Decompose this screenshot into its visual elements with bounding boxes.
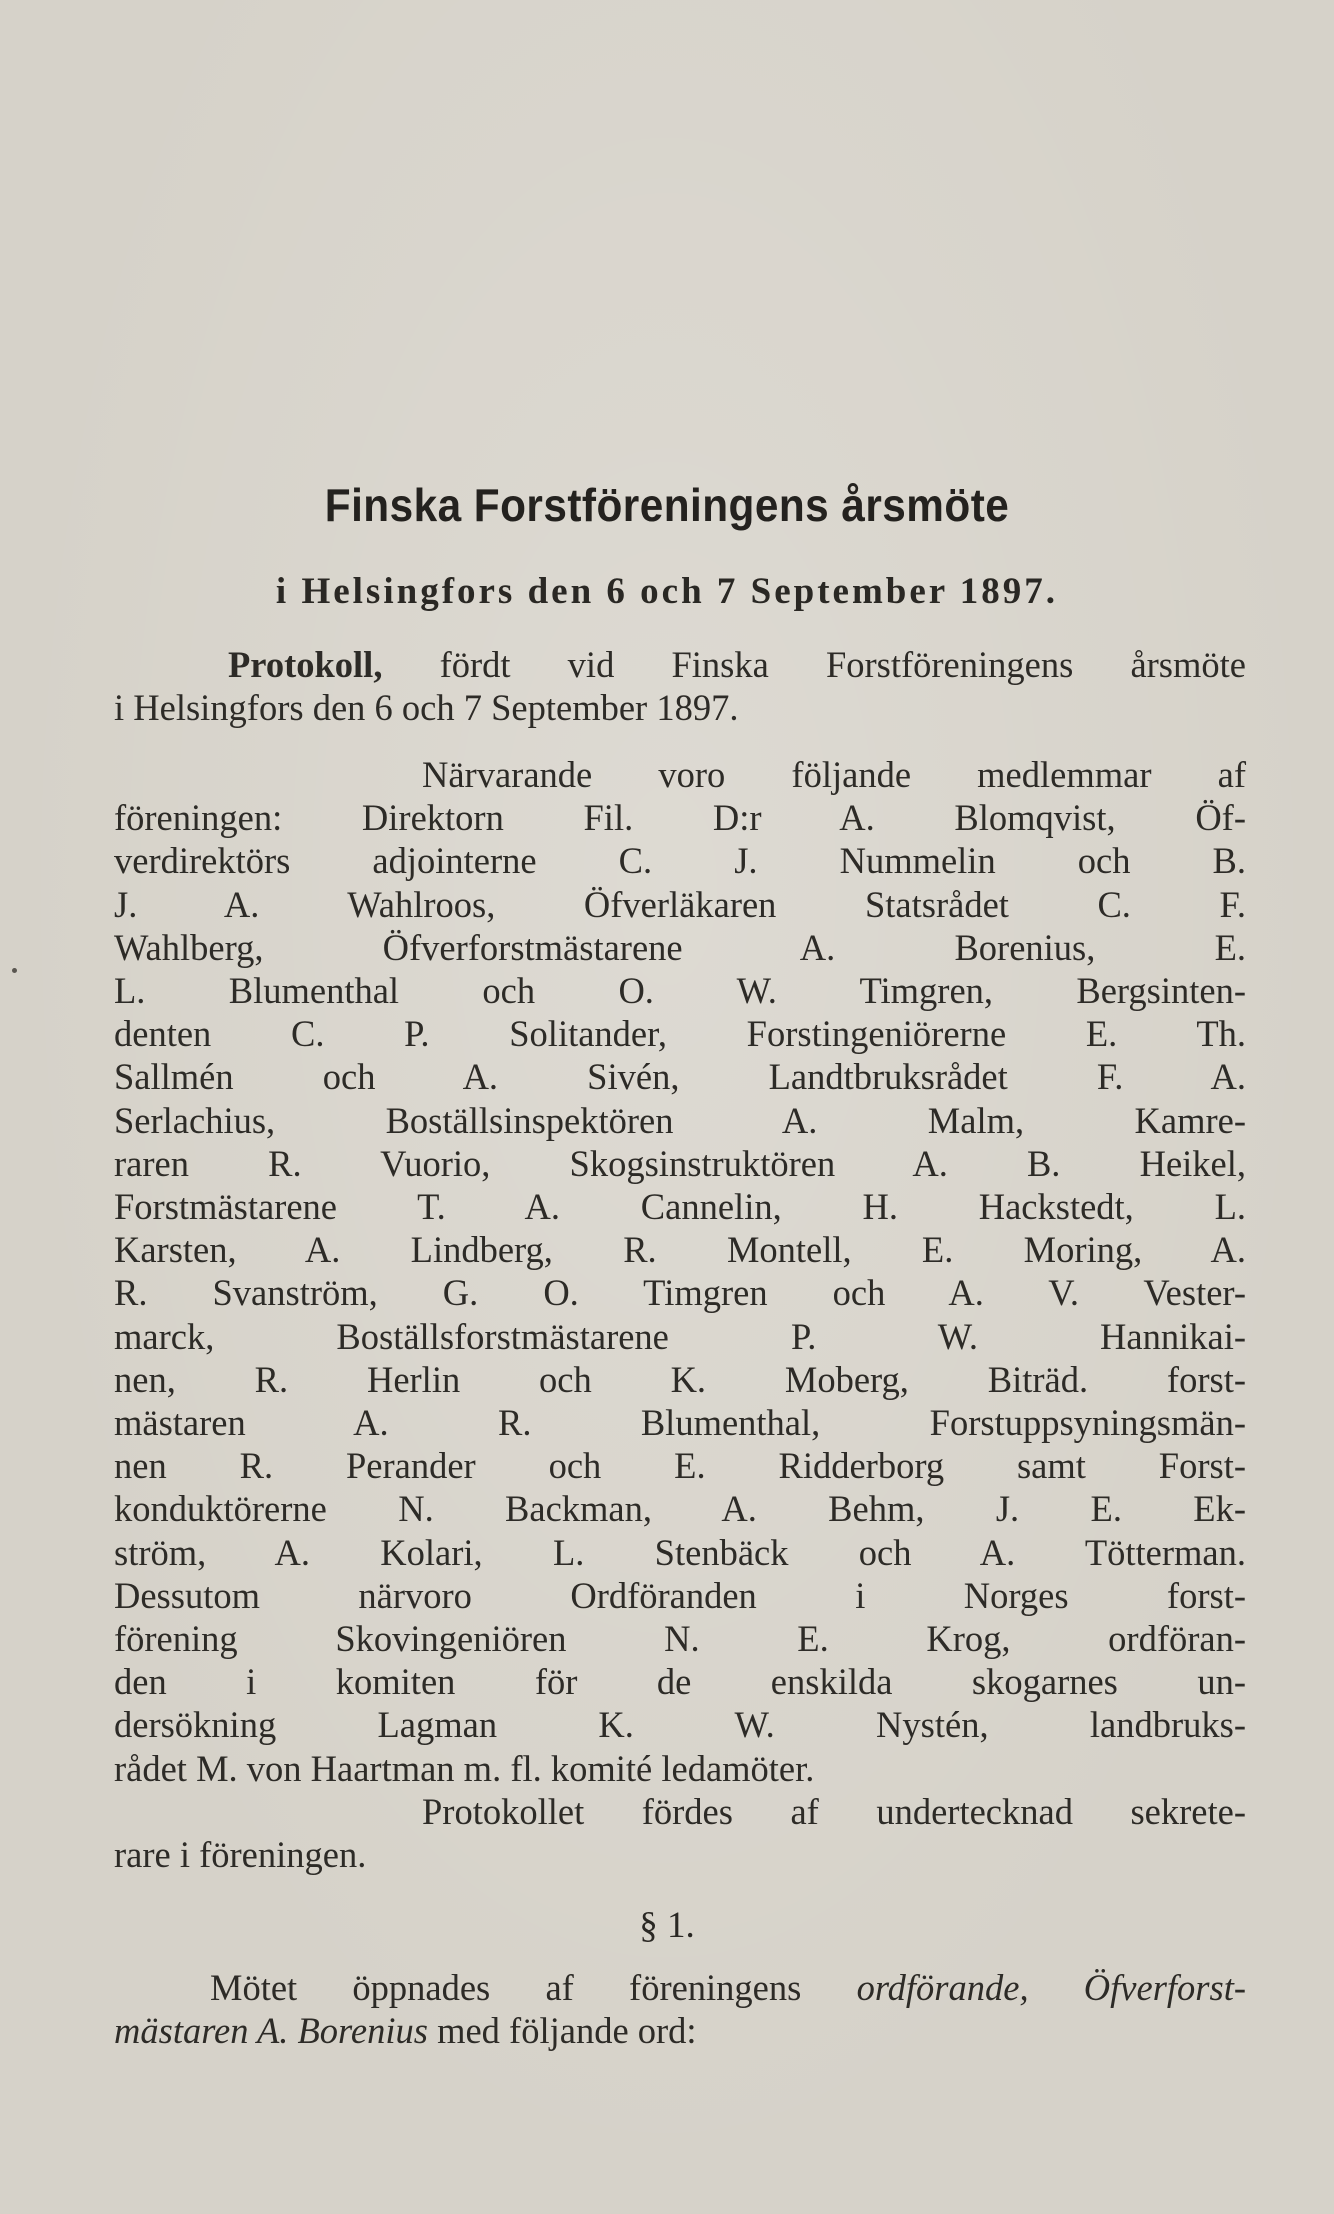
para2-line: den i komiten för de enskilda skogarnes un- — [114, 1661, 1246, 1703]
para2-line: förening Skovingeniören N. E. Krog, ordföran- — [114, 1618, 1246, 1660]
closing-line-2 — [114, 2009, 1246, 2052]
closing-chair-title: ordförande, Öfverforst- — [856, 1967, 1246, 2008]
protocol-intro — [114, 643, 1246, 729]
document-subtitle: i Helsingfors den 6 och 7 September 1897. — [275, 571, 1059, 612]
print-speck — [12, 968, 17, 973]
para2-line: L. Blumenthal och O. W. Timgren, Bergsinten- — [114, 970, 1246, 1012]
para2-line: föreningen: Direktorn Fil. D:r A. Blomqvist, Öf- — [114, 797, 1246, 839]
para2-line: nen, R. Herlin och K. Moberg, Biträd. forst- — [114, 1358, 1246, 1400]
para2-line: raren R. Vuorio, Skogsinstruktören A. B. Heikel, — [114, 1142, 1246, 1184]
para2-line: verdirektörs adjointerne C. J. Nummelin och B. — [114, 840, 1246, 882]
intro-line-1 — [114, 643, 1246, 686]
closing-chair-name: mästaren A. Borenius — [114, 2010, 428, 2051]
para2-line: rådet M. von Haartman m. fl. komité ledamöter. — [114, 1747, 815, 1789]
para3-line: Protokollet fördes af undertecknad sekrete- — [422, 1791, 1246, 1832]
closing-rest: med följande ord: — [437, 2010, 697, 2051]
para2-line: Sallmén och A. Sivén, Landtbruksrådet F. A. — [114, 1056, 1246, 1098]
closing-line-1 — [210, 1966, 1246, 2009]
para2-line: denten C. P. Solitander, Forstingeniörerne E. Th. — [114, 1013, 1246, 1055]
para2-line: Närvarande voro följande medlemmar af — [422, 754, 1246, 795]
para2-line: dersökning Lagman K. W. Nystén, landbruks- — [114, 1704, 1246, 1746]
para2-line: R. Svanström, G. O. Timgren och A. V. Vester- — [114, 1272, 1246, 1314]
document-title: Finska Forstföreningens årsmöte — [324, 479, 1010, 531]
closing-start: Mötet öppnades af föreningens — [210, 1967, 802, 2008]
section-mark: § 1. — [639, 1905, 695, 1946]
para2-line: ström, A. Kolari, L. Stenbäck och A. Tötterman. — [114, 1531, 1246, 1573]
para2-line: Karsten, A. Lindberg, R. Montell, E. Moring, A. — [114, 1229, 1246, 1271]
para2-line: Forstmästarene T. A. Cannelin, H. Hackstedt, L. — [114, 1186, 1246, 1228]
intro-line-1-rest: fördt vid Finska Forstföreningens årsmöte — [439, 644, 1246, 685]
para2-line: J. A. Wahlroos, Öfverläkaren Statsrådet C. F. — [114, 883, 1246, 925]
para2-line: marck, Boställsforstmästarene P. W. Hannikai- — [114, 1315, 1246, 1357]
para2-line: nen R. Perander och E. Ridderborg samt Forst- — [114, 1445, 1246, 1487]
para2-line: konduktörerne N. Backman, A. Behm, J. E. Ek- — [114, 1488, 1246, 1530]
secretary-paragraph — [114, 1790, 1246, 1876]
protocol-label: Protokoll, — [228, 644, 383, 685]
para3-line: rare i föreningen. — [114, 1834, 367, 1876]
intro-line-2: i Helsingfors den 6 och 7 September 1897. — [114, 687, 739, 729]
para2-line: Dessutom närvoro Ordföranden i Norges forst- — [114, 1574, 1246, 1616]
para2-line: Serlachius, Boställsinspektören A. Malm, Kamre- — [114, 1099, 1246, 1141]
attendees-paragraph — [114, 753, 1246, 1790]
para2-line: Wahlberg, Öfverforstmästarene A. Borenius, E. — [114, 926, 1246, 968]
para2-line: mästaren A. R. Blumenthal, Forstuppsyningsmän- — [114, 1402, 1246, 1444]
